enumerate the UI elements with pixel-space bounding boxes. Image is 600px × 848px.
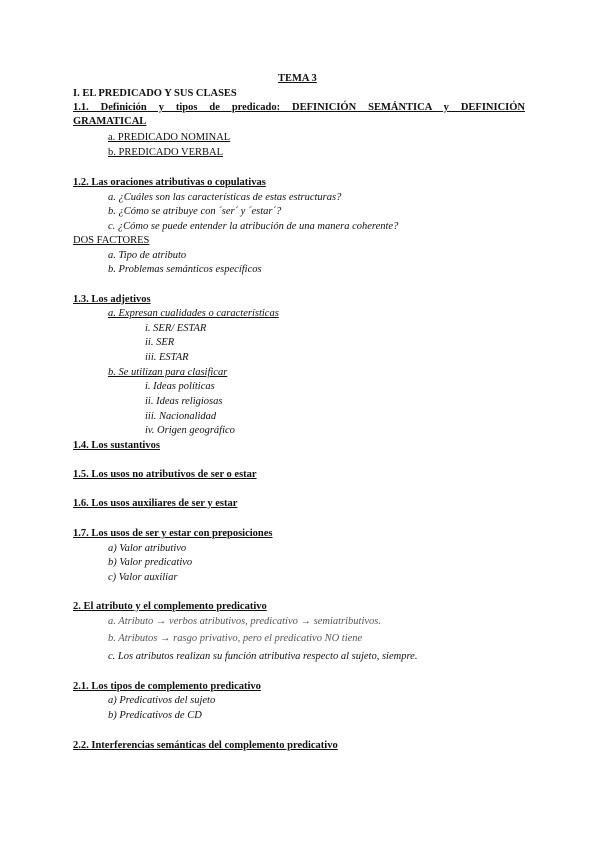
list-item: c) Valor auxiliar bbox=[108, 572, 178, 583]
subsection-1-1-heading-line1: 1.1. Definición y tipos de predicado: DEFINICIÓN SEMÁNTICA y DEFINICIÓN bbox=[73, 102, 525, 113]
subsection-1-2-heading: 1.2. Las oraciones atributivas o copulativas bbox=[73, 177, 266, 188]
list-item: a) Predicativos del sujeto bbox=[108, 695, 216, 706]
section-1-heading: I. EL PREDICADO Y SUS CLASES bbox=[73, 88, 237, 99]
list-item: a) Valor atributivo bbox=[108, 543, 187, 554]
list-item: c. ¿Cómo se puede entender la atribución de una manera coherente? bbox=[108, 221, 399, 232]
list-item: ii. SER bbox=[145, 337, 175, 348]
subsection-1-4-heading: 1.4. Los sustantivos bbox=[73, 440, 160, 451]
list-item: a. Expresan cualidades o características bbox=[108, 308, 279, 319]
list-item: a. Tipo de atributo bbox=[108, 250, 187, 261]
subsection-1-1-heading-line2: GRAMATICAL bbox=[73, 116, 147, 127]
list-item: ii. Ideas religiosas bbox=[145, 396, 223, 407]
list-item: a. Atributo → verbos atributivos, predicativo → semiatributivos. bbox=[108, 616, 381, 627]
list-item: b. ¿Cómo se atribuye con ´ser´ y ´estar´? bbox=[108, 206, 282, 217]
subsection-2-2-heading: 2.2. Interferencias semánticas del complemento predicativo bbox=[73, 740, 338, 751]
list-item: b) Predicativos de CD bbox=[108, 710, 202, 721]
subsection-2-1-heading: 2.1. Los tipos de complemento predicativo bbox=[73, 681, 261, 692]
list-item: a. ¿Cuáles son las características de estas estructuras? bbox=[108, 192, 342, 203]
list-item: iii. Nacionalidad bbox=[145, 411, 217, 422]
subsection-1-7-heading: 1.7. Los usos de ser y estar con preposiciones bbox=[73, 528, 273, 539]
list-item-predicado-nominal: a. PREDICADO NOMINAL bbox=[108, 132, 231, 143]
subsection-1-5-heading: 1.5. Los usos no atributivos de ser o estar bbox=[73, 469, 257, 480]
section-2-heading: 2. El atributo y el complemento predicativo bbox=[73, 601, 267, 612]
list-item: b) Valor predicativo bbox=[108, 557, 193, 568]
subsection-1-6-heading: 1.6. Los usos auxiliares de ser y estar bbox=[73, 498, 238, 509]
subsection-1-3-heading: 1.3. Los adjetivos bbox=[73, 294, 151, 305]
list-item: iv. Origen geográfico bbox=[145, 425, 235, 436]
list-item: i. SER/ ESTAR bbox=[145, 323, 207, 334]
list-item: c. Los atributos realizan su función atributiva respecto al sujeto, siempre. bbox=[108, 651, 418, 662]
dos-factores-label: DOS FACTORES bbox=[73, 235, 150, 246]
document-title: TEMA 3 bbox=[278, 73, 317, 84]
list-item: b. Atributos → rasgo privativo, pero el predicativo NO tiene bbox=[108, 633, 363, 644]
list-item: iii. ESTAR bbox=[145, 352, 189, 363]
list-item: b. Problemas semánticos específicos bbox=[108, 264, 262, 275]
list-item-predicado-verbal: b. PREDICADO VERBAL bbox=[108, 147, 224, 158]
list-item: i. Ideas políticas bbox=[145, 381, 215, 392]
list-item: b. Se utilizan para clasificar bbox=[108, 367, 228, 378]
